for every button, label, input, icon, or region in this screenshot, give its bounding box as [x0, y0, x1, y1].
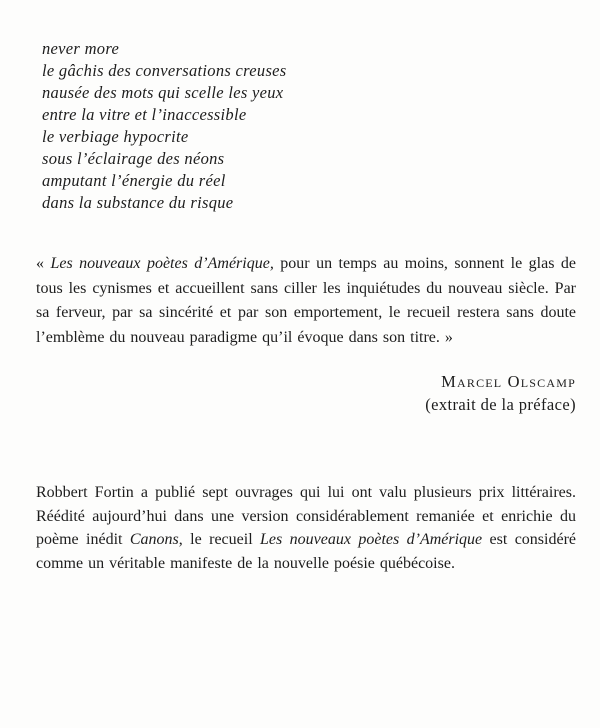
- poem-line: nausée des mots qui scelle les yeux: [42, 83, 284, 102]
- preface-quote-paragraph: [36, 252, 576, 350]
- poem-line: sous l’éclairage des néons: [42, 149, 225, 168]
- bio-work-title-canons: Canons: [129, 531, 179, 548]
- poem-line: le gâchis des conversations creuses: [42, 61, 287, 80]
- bio-text-part1: Robbert Fortin a publié sept ouvrages qui lui ont valu plusieurs prix littéraires. Réédité aujourd’hui dans une version considérablement remaniée et enrichie du poème inédit: [36, 484, 576, 548]
- attribution-block: [425, 370, 576, 416]
- bio-work-title-nouveaux-poetes: Les nouveaux poètes d’Amérique: [260, 531, 483, 548]
- poem-block: [42, 38, 287, 214]
- poem-line: dans la substance du risque: [42, 193, 234, 212]
- quote-open-guillemet: «: [36, 255, 51, 272]
- poem-line: amputant l’énergie du réel: [42, 171, 226, 190]
- poem-line: entre la vitre et l’inaccessible: [42, 105, 247, 124]
- bio-text-part3: est considéré comme un véritable manifeste de la nouvelle poésie québécoise.: [36, 531, 576, 572]
- poem-line: never more: [42, 39, 120, 58]
- attribution-name: Marcel Olscamp: [441, 372, 576, 391]
- poem-line: le verbiage hypocrite: [42, 127, 189, 146]
- bio-text-part2: , le recueil: [178, 531, 261, 548]
- quote-body-text: pour un temps au moins, sonnent le glas de tous les cynismes et accueillent sans ciller les inquiétudes du nouveau siècle. Par sa ferveur, par sa sincérité et par son emportement, le recueil restera sans doute l’emblème du nouveau paradigme qu’il évoque dans son titre. »: [36, 255, 576, 346]
- quote-work-title: Les nouveaux poètes d’Amérique,: [50, 255, 274, 272]
- attribution-source: (extrait de la préface): [425, 395, 576, 414]
- author-bio-paragraph: [36, 481, 576, 575]
